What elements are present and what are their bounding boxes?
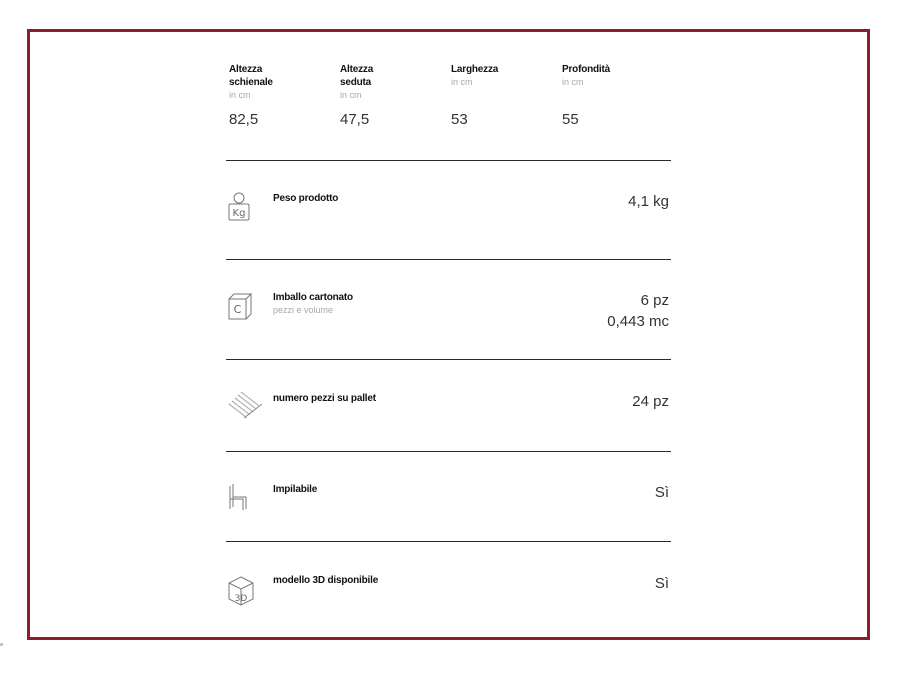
dimensions-table (229, 63, 679, 133)
model3d-label: modello 3D disponibile (273, 575, 379, 586)
weight-kg-icon (226, 191, 256, 225)
stackable-label: Impilabile (273, 484, 318, 495)
svg-text:C: C (233, 303, 242, 316)
dimension-value: 55 (562, 111, 579, 128)
dimension-unit: in cm (451, 77, 473, 87)
divider (226, 160, 671, 161)
dimension-label: Altezza schienale (229, 64, 273, 88)
divider (226, 259, 671, 260)
packaging-label: Imballo cartonato (273, 292, 353, 303)
packaging-sublabel: pezzi e volume (273, 305, 334, 315)
svg-text:3D: 3D (234, 594, 248, 604)
dimension-value: 82,5 (229, 111, 259, 128)
dimension-backrest-height (229, 63, 337, 128)
dimension-seat-height (340, 63, 448, 128)
divider (226, 541, 671, 542)
pallet-value: 24 pz (632, 393, 669, 410)
carton-box-icon (226, 290, 256, 324)
stacked-chairs-icon (226, 482, 252, 512)
divider (226, 451, 671, 452)
dimension-unit: in cm (229, 90, 251, 100)
dimension-unit: in cm (340, 90, 362, 100)
divider (226, 359, 671, 360)
dimension-label: Altezza seduta (340, 64, 374, 88)
model3d-value: Sì (654, 575, 669, 592)
dimension-unit: in cm (562, 77, 584, 87)
edge-dot (0, 643, 3, 646)
stackable-value: Sì (654, 484, 669, 501)
dimension-label: Profondità (562, 64, 610, 75)
dimension-depth (562, 63, 670, 128)
dimension-label: Larghezza (451, 64, 499, 75)
pallet-icon (226, 390, 266, 420)
packaging-volume-value: 0,443 mc (607, 313, 669, 330)
svg-text:Kg: Kg (232, 208, 246, 219)
weight-value: 4,1 kg (628, 193, 669, 210)
packaging-pieces-value: 6 pz (640, 292, 669, 309)
dimension-value: 53 (451, 111, 468, 128)
cube-3d-icon (226, 574, 256, 608)
pallet-label: numero pezzi su pallet (273, 393, 376, 404)
weight-label: Peso prodotto (273, 193, 339, 204)
dimension-value: 47,5 (340, 111, 370, 128)
dimension-width (451, 63, 559, 128)
